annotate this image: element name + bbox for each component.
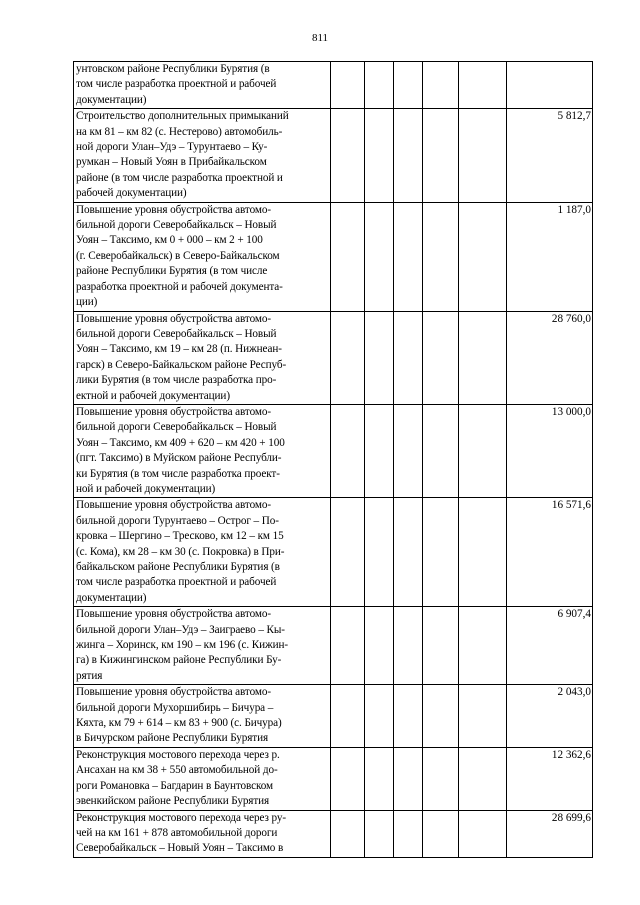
row-amount: 28 699,6	[507, 810, 593, 857]
empty-cell	[459, 498, 507, 607]
empty-cell	[331, 311, 365, 404]
empty-cell	[365, 109, 394, 202]
empty-cell	[331, 62, 365, 109]
table-row	[74, 404, 593, 497]
empty-cell	[365, 498, 394, 607]
budget-table	[73, 61, 593, 858]
empty-cell	[365, 607, 394, 685]
empty-cell	[423, 685, 459, 748]
row-description: Повышение уровня обустройства автомо- бильной дороги Северобайкальск – Новый Уоян – Таксимо, км 409 + 620 – км 420 + 100 (пгт. Таксимо) в Муйском районе Республи- ки Бурятия (в том числе разработка проект- ной и рабочей документации)	[74, 404, 331, 497]
empty-cell	[459, 109, 507, 202]
row-description: Повышение уровня обустройства автомо- бильной дороги Северобайкальск – Новый Уоян – Таксимо, км 19 – км 28 (п. Нижнеан- гарск) в Северо-Байкальском районе Респуб- лики Бурятия (в том числе разработка про- ектной и рабочей документации)	[74, 311, 331, 404]
empty-cell	[331, 607, 365, 685]
table-row	[74, 62, 593, 109]
empty-cell	[423, 202, 459, 311]
page-number: 811	[311, 32, 329, 44]
empty-cell	[423, 404, 459, 497]
empty-cell	[459, 311, 507, 404]
budget-table-body	[74, 62, 593, 858]
row-description: Реконструкция мостового перехода через ру- чей на км 161 + 878 автомобильной дороги Севеpобайкальск – Новый Уоян – Таксимо в	[74, 810, 331, 857]
empty-cell	[365, 685, 394, 748]
empty-cell	[394, 607, 423, 685]
table-row	[74, 109, 593, 202]
empty-cell	[365, 404, 394, 497]
empty-cell	[459, 202, 507, 311]
table-row	[74, 498, 593, 607]
row-amount	[507, 62, 593, 109]
table-row	[74, 685, 593, 748]
empty-cell	[365, 202, 394, 311]
empty-cell	[394, 202, 423, 311]
row-amount: 2 043,0	[507, 685, 593, 748]
empty-cell	[459, 62, 507, 109]
row-description: Повышение уровня обустройства автомо- бильной дороги Мухоршибирь – Бичура – Кяхта, км 79 + 614 – км 83 + 900 (с. Бичура) в Бичурском районе Республики Бурятия	[74, 685, 331, 748]
row-amount: 12 362,6	[507, 747, 593, 810]
empty-cell	[423, 311, 459, 404]
empty-cell	[394, 62, 423, 109]
row-description: Повышение уровня обустройства автомо- бильной дороги Улан–Удэ – Заиграево – Кы- жинга – Хоринск, км 190 – км 196 (с. Кижин- га) в Кижингинском районе Республики Бу- рятия	[74, 607, 331, 685]
row-amount: 16 571,6	[507, 498, 593, 607]
empty-cell	[394, 747, 423, 810]
row-amount: 5 812,7	[507, 109, 593, 202]
empty-cell	[365, 810, 394, 857]
empty-cell	[459, 404, 507, 497]
empty-cell	[459, 607, 507, 685]
empty-cell	[423, 810, 459, 857]
empty-cell	[423, 747, 459, 810]
empty-cell	[365, 311, 394, 404]
table-row	[74, 747, 593, 810]
empty-cell	[331, 498, 365, 607]
empty-cell	[331, 747, 365, 810]
empty-cell	[394, 498, 423, 607]
table-row	[74, 607, 593, 685]
row-amount: 28 760,0	[507, 311, 593, 404]
empty-cell	[423, 607, 459, 685]
table-row	[74, 202, 593, 311]
row-amount: 6 907,4	[507, 607, 593, 685]
empty-cell	[394, 311, 423, 404]
empty-cell	[331, 810, 365, 857]
empty-cell	[459, 747, 507, 810]
empty-cell	[394, 404, 423, 497]
empty-cell	[423, 498, 459, 607]
row-amount: 1 187,0	[507, 202, 593, 311]
empty-cell	[423, 109, 459, 202]
empty-cell	[365, 747, 394, 810]
empty-cell	[331, 202, 365, 311]
row-amount: 13 000,0	[507, 404, 593, 497]
table-row	[74, 311, 593, 404]
row-description: унтовском районе Республики Бурятия (в том числе разработка проектной и рабочей документации)	[74, 62, 331, 109]
empty-cell	[394, 109, 423, 202]
empty-cell	[459, 810, 507, 857]
empty-cell	[423, 62, 459, 109]
empty-cell	[394, 810, 423, 857]
empty-cell	[331, 685, 365, 748]
row-description: Повышение уровня обустройства автомо- бильной дороги Турунтаево – Острог – По- кровка – Шергино – Тресково, км 12 – км 15 (с. Кома), км 28 – км 30 (с. Покровка) в При- байкальском районе Республики Бурятия (в том числе разработка проектной и рабочей документации)	[74, 498, 331, 607]
row-description: Повышение уровня обустройства автомо- бильной дороги Северобайкальск – Новый Уоян – Таксимо, км 0 + 000 – км 2 + 100 (г. Северобайкальск) в Северо-Байкальском районе Республики Бурятия (в том числе разработка проектной и рабочей документа- ции)	[74, 202, 331, 311]
empty-cell	[394, 685, 423, 748]
empty-cell	[331, 109, 365, 202]
row-description: Строительство дополнительных примыканий на км 81 – км 82 (с. Нестерово) автомобиль- ной дороги Улан–Удэ – Турунтаево – Ку- румкан – Новый Уоян в Прибайкальском районе (в том числе разработка проектной и рабочей документации)	[74, 109, 331, 202]
empty-cell	[365, 62, 394, 109]
empty-cell	[459, 685, 507, 748]
table-row	[74, 810, 593, 857]
row-description: Реконструкция мостового перехода через р. Ансахан на км 38 + 550 автомобильной до- роги Романовка – Багдарин в Баунтовском эвенкийском районе Республики Бурятия	[74, 747, 331, 810]
empty-cell	[331, 404, 365, 497]
